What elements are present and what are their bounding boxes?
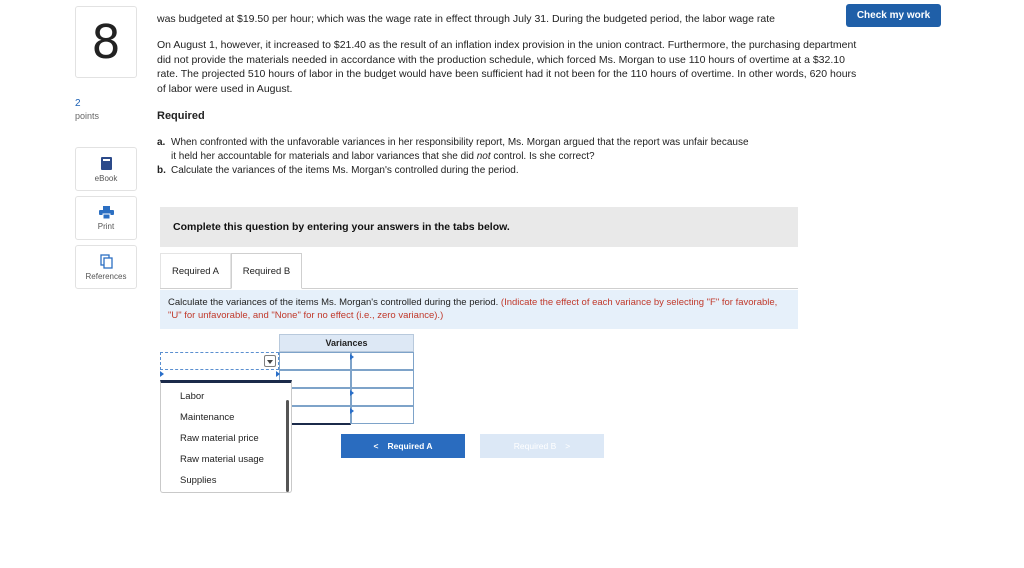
references-button[interactable]: [75, 245, 137, 289]
print-label: Print: [97, 221, 115, 231]
variance-item-dropdown[interactable]: [160, 380, 292, 493]
total-effect-input[interactable]: [351, 406, 414, 424]
instruction-note: (Indicate the effect of each variance by selecting "F" for favorable, "U" for unfavorable, and "None" for no effect (i.e., zero variance).): [168, 297, 778, 321]
points-value: 2: [75, 98, 81, 109]
book-icon: [100, 156, 113, 171]
variance-effect-input[interactable]: [351, 388, 414, 406]
tab-required-b[interactable]: Required B: [231, 253, 302, 289]
ebook-button[interactable]: [75, 147, 137, 191]
item-a-text: When confronted with the unfavorable variances in her responsibility report, Ms. Morgan argued that the report was unfair because: [171, 137, 749, 148]
variance-amount-input[interactable]: [279, 352, 351, 370]
input-flag-icon: [350, 408, 354, 414]
chevron-left-icon: <: [373, 441, 379, 451]
input-flag-icon: [350, 390, 354, 396]
dropdown-option[interactable]: Supplies: [180, 475, 217, 486]
input-flag-icon: [160, 371, 164, 377]
check-my-work-button[interactable]: Check my work: [846, 4, 941, 27]
variance-effect-input[interactable]: [351, 352, 414, 370]
variance-item-select[interactable]: [160, 352, 279, 370]
item-a-letter: a.: [157, 137, 166, 148]
clipped-text: was budgeted at $19.50 per hour; which was the wage rate in effect through July 31. During the budgeted period, the labor wage rate: [157, 13, 775, 25]
references-label: References: [85, 271, 127, 281]
clipped-text-line: [157, 13, 847, 36]
dropdown-scrollbar[interactable]: [286, 400, 289, 492]
points-label: points: [75, 111, 100, 121]
documents-icon: [100, 254, 113, 269]
required-heading: Required: [157, 110, 205, 122]
instructions-banner: Complete this question by entering your answers in the tabs below.: [160, 207, 798, 247]
required-item-a: [157, 136, 867, 164]
dropdown-option[interactable]: Raw material price: [180, 433, 259, 444]
required-item-b: [157, 164, 867, 178]
dropdown-option[interactable]: Maintenance: [180, 412, 235, 423]
tab-required-a[interactable]: Required A: [160, 253, 231, 289]
chevron-down-icon[interactable]: [264, 355, 276, 367]
item-b-text: Calculate the variances of the items Ms. Morgan's controlled during the period.: [171, 165, 519, 176]
chevron-right-icon: >: [565, 441, 571, 451]
ebook-label: eBook: [94, 173, 118, 183]
item-b-letter: b.: [157, 165, 166, 176]
question-number: 8: [75, 6, 137, 78]
item-a-text-continued: it held her accountable for materials and labor variances that she did not control. Is she correct?: [171, 151, 595, 162]
question-paragraph: On August 1, however, it increased to $21.40 as the result of an inflation index provision in the union contract. Furthermore, the purchasing department did not provide the materials needed in accordance with the production schedule, which forced Ms. Morgan to use 110 hours of overtime at a $32.10 rate. The projected 510 hours of labor in the budget would have been sufficient had it not been for the 110 hours of overtime. In other words, 620 hours of labor were used in August.: [157, 39, 857, 95]
next-required-b-button[interactable]: [480, 434, 604, 458]
variance-effect-input[interactable]: [351, 370, 414, 388]
prev-required-a-button[interactable]: [341, 434, 465, 458]
instruction-text: Calculate the variances of the items Ms. Morgan's controlled during the period.: [168, 297, 501, 308]
dropdown-option[interactable]: Labor: [180, 391, 205, 402]
input-flag-icon: [276, 371, 280, 377]
dropdown-option[interactable]: Raw material usage: [180, 454, 264, 465]
input-flag-icon: [350, 354, 354, 360]
print-button[interactable]: [75, 196, 137, 240]
printer-icon: [99, 206, 114, 219]
next-label: Required B: [513, 441, 557, 451]
prev-label: Required A: [387, 441, 433, 451]
instruction-box: [160, 290, 798, 329]
variances-header: Variances: [279, 334, 414, 352]
